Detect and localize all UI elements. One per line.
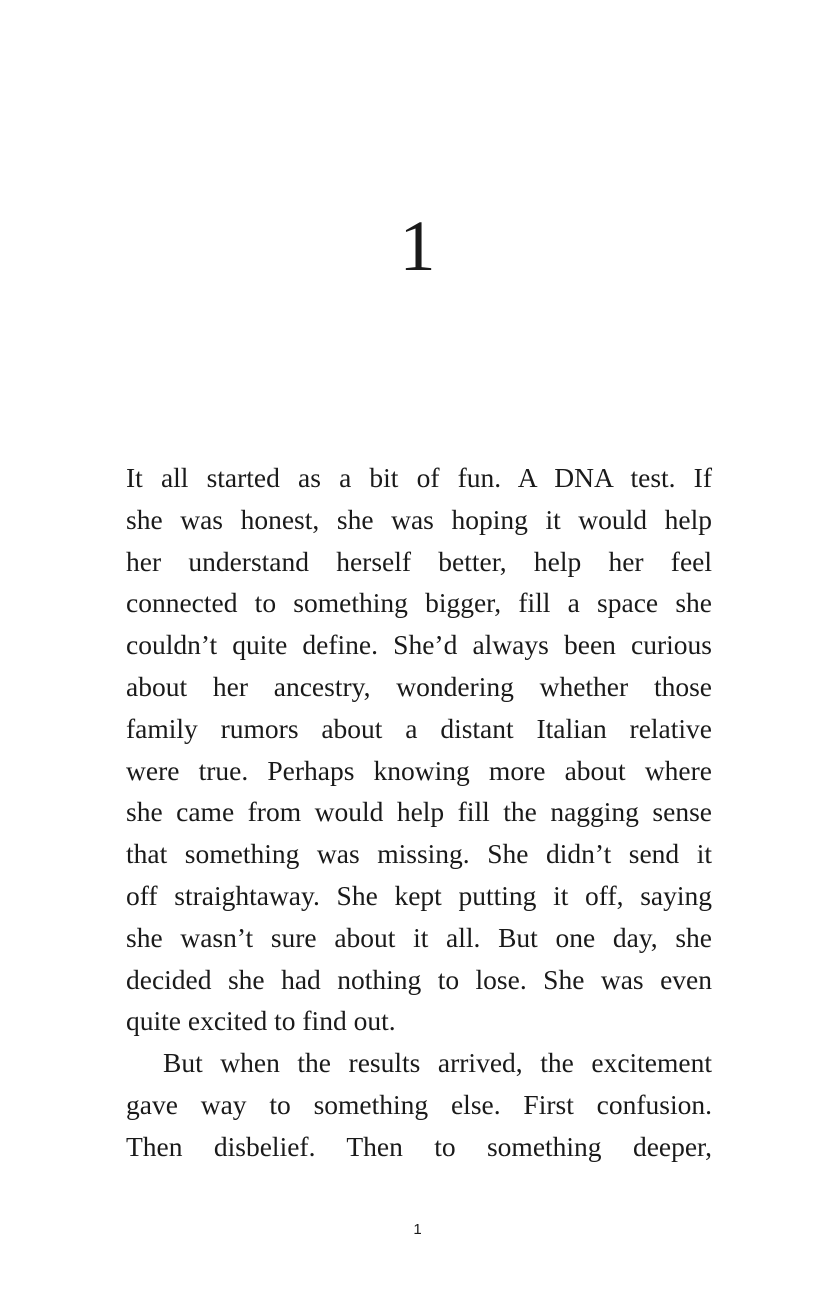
text-line: gave way to something else. First confusion. — [126, 1088, 712, 1120]
text-line: quite excited to find out. — [126, 1005, 396, 1037]
text-line: decided she had nothing to lose. She was even — [126, 963, 712, 995]
text-line: off straightaway. She kept putting it off, saying — [126, 879, 712, 911]
text-line: she wasn’t sure about it all. But one day, she — [126, 921, 712, 953]
text-line: her understand herself better, help her feel — [126, 545, 712, 577]
chapter-body — [126, 457, 712, 1168]
text-line: she came from would help fill the nagging sense — [126, 796, 712, 828]
text-line: family rumors about a distant Italian relative — [126, 712, 712, 744]
text-line: But when the results arrived, the excitement — [163, 1047, 712, 1079]
text-line: couldn’t quite define. She’d always been curious — [126, 629, 712, 661]
page-number: 1 — [413, 1221, 422, 1238]
text-line: that something was missing. She didn’t send it — [126, 838, 712, 870]
text-line: It all started as a bit of fun. A DNA test. If — [126, 462, 712, 493]
chapter-number: 1 — [399, 206, 436, 286]
text-line: connected to something bigger, fill a space she — [126, 587, 712, 619]
paragraph-1 — [126, 457, 712, 1042]
text-line: Then disbelief. Then to something deeper, — [126, 1130, 712, 1162]
text-line: she was honest, she was hoping it would help — [126, 503, 712, 535]
text-line: were true. Perhaps knowing more about where — [126, 754, 712, 786]
text-line: about her ancestry, wondering whether those — [126, 670, 712, 702]
paragraph-2 — [126, 1042, 712, 1167]
